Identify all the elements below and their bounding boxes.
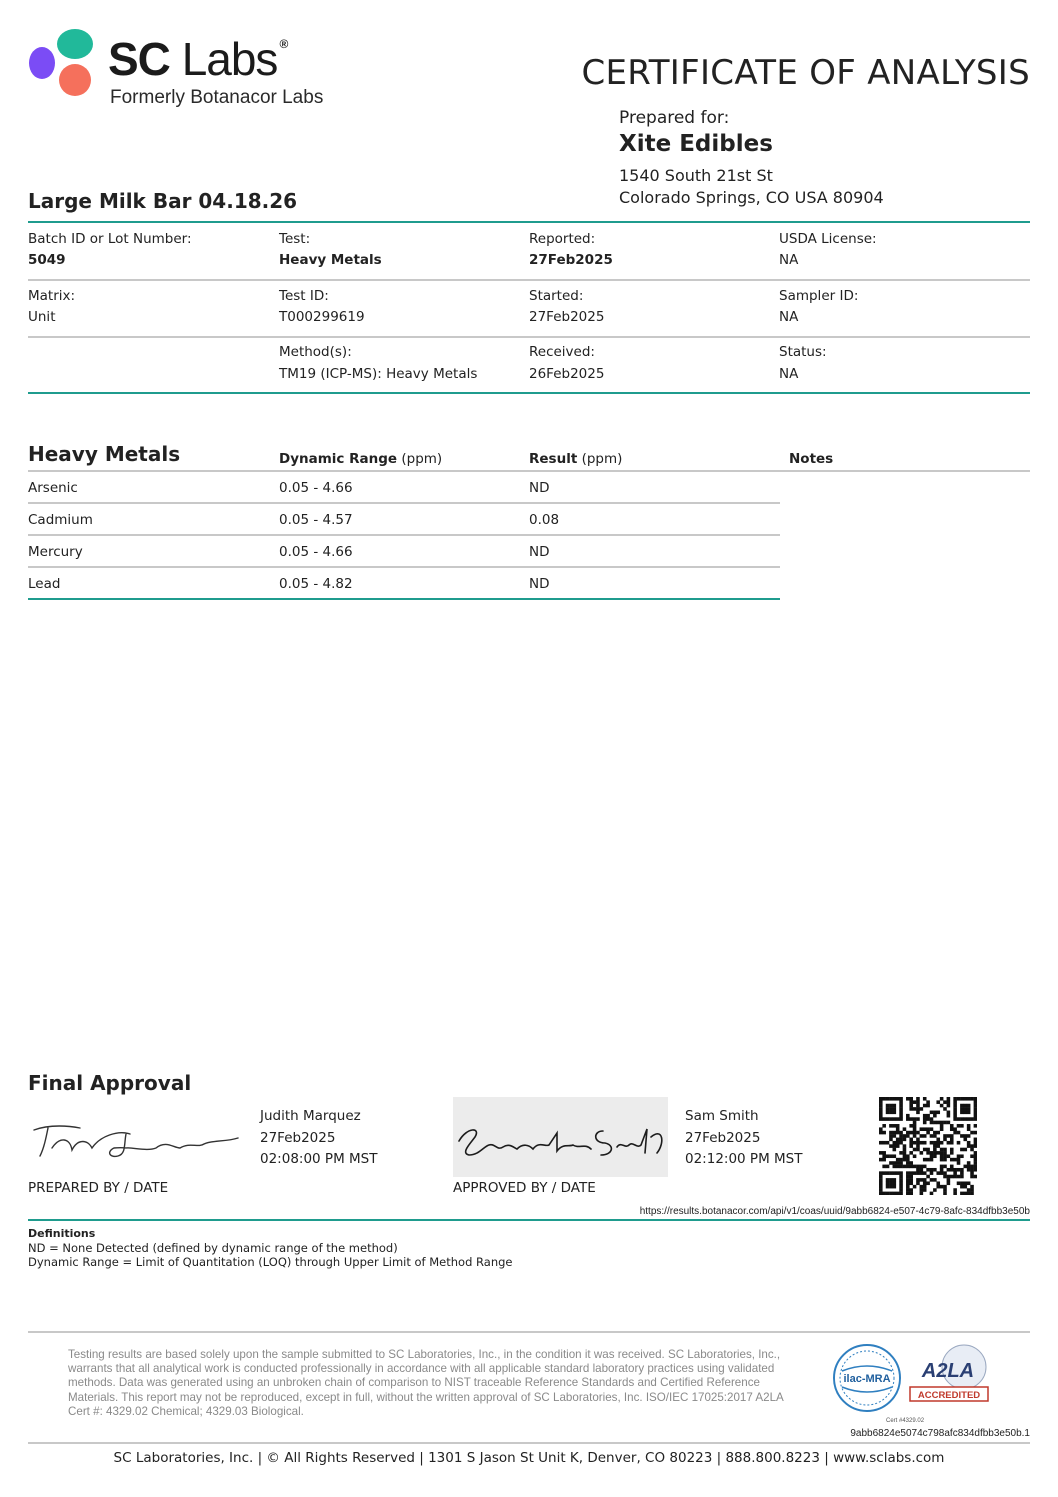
client-name: Xite Edibles (619, 131, 773, 157)
reported-label: Reported: (529, 231, 596, 247)
table-row-result: ND (529, 544, 550, 560)
a2la-text: A2LA (921, 1360, 975, 1382)
footer-text: SC Laboratories, Inc. | © All Rights Reserved | 1301 S Jason St Unit K, Denver, CO 80223 | 888.800.8223 | www.sclabs.com (113, 1450, 945, 1466)
disclaimer-text: Testing results are based solely upon the sample submitted to SC Laboratories, Inc., in the condition it was received. SC Laboratories, Inc., warrants that all analytical work is conducted professionally in accordance with all applicable standard laboratory practices using validated methods. Data was generated using an unbroken chain of comparison to NIST traceable Reference Standards and Certified Reference Materials. This report may not be reproduced, except in full, without the written approval of SC Laboratories, Inc. ISO/IEC 17025:2017 A2LA Cert #: 4329.02 Chemical; 4329.03 Biological. (68, 1348, 784, 1418)
divider (28, 1219, 1030, 1221)
results-section-title: Heavy Metals (28, 442, 181, 466)
test-value: Heavy Metals (279, 252, 382, 268)
accredited-text: ACCREDITED (917, 1390, 981, 1401)
approver-signature-box (453, 1097, 668, 1177)
sampler-value: NA (779, 309, 799, 325)
table-row-analyte: Mercury (28, 544, 83, 560)
reported-value: 27Feb2025 (529, 252, 613, 268)
table-row-analyte: Arsenic (28, 480, 78, 496)
table-bottom-divider (28, 598, 780, 600)
started-value: 27Feb2025 (529, 309, 605, 325)
sampler-label: Sampler ID: (779, 288, 859, 304)
table-header-divider (28, 470, 1030, 472)
brand-name: SC Labs ® (108, 33, 288, 85)
usda-value: NA (779, 252, 799, 268)
received-value: 26Feb2025 (529, 366, 605, 382)
table-row-analyte: Lead (28, 576, 61, 592)
preparer-date: 27Feb2025 (260, 1129, 336, 1146)
received-label: Received: (529, 344, 595, 360)
table-row-range: 0.05 - 4.82 (279, 576, 353, 592)
col-header-notes: Notes (789, 451, 834, 467)
verify-url-link[interactable]: https://results.botanacor.com/api/v1/coas/uuid/9abb6824-e507-4c79-8afc-834dfbb3e50b (639, 1206, 1030, 1217)
matrix-label: Matrix: (28, 288, 76, 304)
approver-signature-icon (453, 1097, 668, 1177)
divider (28, 279, 1030, 281)
method-value: TM19 (ICP-MS): Heavy Metals (279, 366, 478, 382)
approver-date: 27Feb2025 (685, 1129, 761, 1146)
status-value: NA (779, 366, 799, 382)
col-header-dynamic-range: Dynamic Range (ppm) (279, 451, 443, 467)
method-label: Method(s): (279, 344, 352, 360)
cert-hash: 9abb6824e5074c798afc834dfbb3e50b.1 (850, 1428, 1030, 1439)
batch-value: 5049 (28, 252, 66, 268)
approved-by-caption: APPROVED BY / DATE (453, 1180, 596, 1196)
table-row-range: 0.05 - 4.66 (279, 480, 353, 496)
a2la-accredited-logo-icon (908, 1343, 990, 1403)
ilac-mra-logo-icon (832, 1343, 902, 1413)
status-label: Status: (779, 344, 827, 360)
test-id-label: Test ID: (279, 288, 329, 304)
preparer-signature-icon (30, 1118, 242, 1164)
table-row-result: ND (529, 576, 550, 592)
divider (28, 221, 1030, 223)
approver-time: 02:12:00 PM MST (685, 1151, 803, 1167)
usda-label: USDA License: (779, 231, 877, 247)
approver-name: Sam Smith (685, 1108, 759, 1124)
cert-number: Cert #4329.02 (886, 1418, 925, 1424)
table-row-result: 0.08 (529, 512, 560, 528)
table-row-divider (28, 566, 780, 568)
prepared-by-caption: PREPARED BY / DATE (28, 1180, 169, 1196)
table-row-divider (28, 502, 780, 504)
approver-info (685, 1106, 802, 1171)
test-label: Test: (279, 231, 311, 247)
divider (28, 1442, 1030, 1444)
batch-label: Batch ID or Lot Number: (28, 231, 192, 247)
col-header-result: Result (ppm) (529, 451, 623, 467)
product-name: Large Milk Bar 04.18.26 (28, 189, 298, 213)
test-id-value: T000299619 (279, 309, 365, 325)
prepared-for-label: Prepared for: (619, 108, 730, 128)
matrix-value: Unit (28, 309, 56, 325)
client-address-line1: 1540 South 21st St (619, 166, 773, 185)
final-approval-title: Final Approval (28, 1071, 192, 1095)
definition-dynamic-range: Dynamic Range = Limit of Quantitation (LOQ) through Upper Limit of Method Range (28, 1255, 513, 1269)
table-row-divider (28, 534, 780, 536)
started-label: Started: (529, 288, 584, 304)
divider (28, 392, 1030, 394)
client-address-line2: Colorado Springs, CO USA 80904 (619, 188, 884, 207)
table-row-analyte: Cadmium (28, 512, 93, 528)
sc-labs-logo-icon (28, 28, 96, 98)
document-title: CERTIFICATE OF ANALYSIS (581, 53, 1030, 93)
divider (28, 1331, 1030, 1333)
ilac-mra-text: ilac-MRA (843, 1373, 891, 1385)
preparer-info (260, 1106, 377, 1171)
preparer-name: Judith Marquez (260, 1108, 361, 1124)
definitions-title: Definitions (28, 1227, 96, 1240)
table-row-range: 0.05 - 4.57 (279, 512, 353, 528)
preparer-time: 02:08:00 PM MST (260, 1151, 378, 1167)
divider (28, 336, 1030, 338)
brand-subtitle: Formerly Botanacor Labs (110, 87, 324, 108)
qr-code-icon[interactable] (879, 1097, 977, 1195)
definition-nd: ND = None Detected (defined by dynamic range of the method) (28, 1241, 398, 1255)
table-row-result: ND (529, 480, 550, 496)
table-row-range: 0.05 - 4.66 (279, 544, 353, 560)
